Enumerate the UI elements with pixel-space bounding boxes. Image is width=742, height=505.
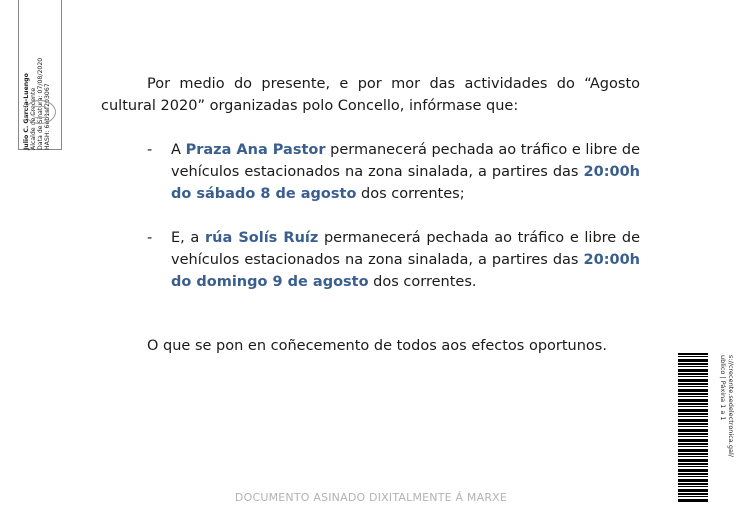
- item-text: dos correntes.: [368, 274, 477, 290]
- item-text: A: [171, 142, 186, 158]
- seal-icon: [24, 100, 56, 124]
- list-item: [101, 227, 640, 293]
- signature-stamp: [18, 0, 62, 150]
- footer-notice: DOCUMENTO ASINADO DIXITALMENTE Á MARXE: [234, 491, 508, 504]
- date-highlight: 20:00h do domingo 9 de agosto: [171, 252, 640, 290]
- location-highlight: Praza Ana Pastor: [185, 142, 326, 158]
- item-text: E, a: [171, 230, 205, 246]
- location-highlight: rúa Solís Ruíz: [204, 230, 319, 246]
- list-item: [101, 139, 640, 205]
- closing-paragraph: O que se pon en coñecemento de todos aos efectos oportunos.: [147, 338, 607, 354]
- verification-url: s://crecente.sedelectronica.gal/: [727, 355, 735, 457]
- signature-hash: HASH: 6eb1af203067: [44, 83, 51, 150]
- document-body: [101, 73, 640, 357]
- item-text: permanecerá pechada ao tráfico e libre de vehículos estacionados na zona sinalada, a partires das: [171, 142, 641, 180]
- verification-page: ublico | Páxina 1 a 1: [719, 355, 728, 421]
- signer-role: Alcalde de Crecente: [30, 87, 37, 150]
- item-text: dos correntes;: [356, 186, 465, 202]
- signature-date: Data de Sinatura: 07/08/2020: [37, 57, 44, 150]
- date-highlight: 20:00h do sábado 8 de agosto: [171, 164, 640, 202]
- signature-text: [23, 0, 51, 150]
- list-dash: -: [147, 230, 153, 246]
- signer-name: Julio C. García-Luengo: [23, 73, 30, 150]
- barcode: [678, 353, 708, 503]
- item-text: permanecerá pechada ao tráfico e libre de vehículos estacionados na zona sinalada, a partires das: [171, 230, 641, 268]
- verification-text: [714, 355, 738, 495]
- list-dash: -: [147, 142, 153, 158]
- intro-paragraph: Por medio do presente, e por mor das actividades do “Agosto cultural 2020” organizadas polo Concello, infórmase que:: [101, 76, 640, 114]
